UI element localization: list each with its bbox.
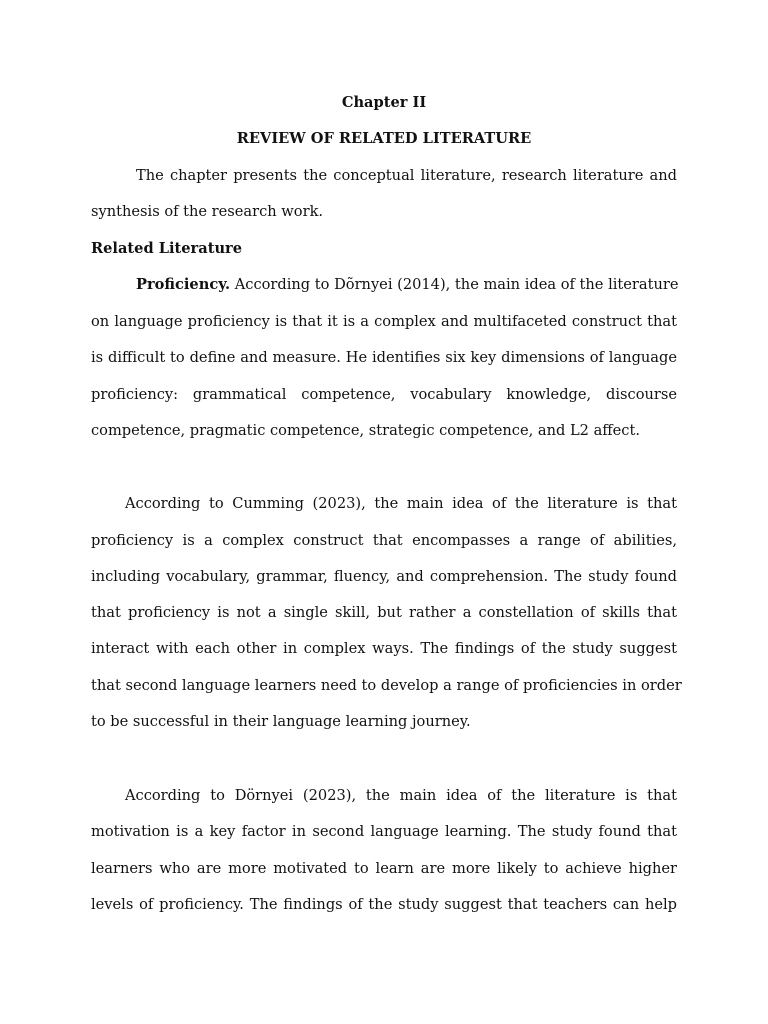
proficiency-line-1-text: According to Dõrnyei (2014), the main idea of the literature [234, 276, 679, 293]
cumming-line-5: interact with each other in complex ways. The findings of the study suggest [91, 640, 677, 657]
cumming-line-3: including vocabulary, grammar, fluency, and comprehension. The study found [91, 568, 677, 585]
dornyei-line-2: motivation is a key factor in second language learning. The study found that [91, 823, 677, 840]
dornyei-line-4: levels of proficiency. The findings of the study suggest that teachers can help [91, 896, 677, 913]
proficiency-line-3: is difficult to define and measure. He identifies six key dimensions of language [91, 349, 677, 366]
proficiency-line-5: competence, pragmatic competence, strategic competence, and L2 affect. [91, 422, 640, 439]
intro-line-1: The chapter presents the conceptual literature, research literature and [136, 167, 677, 184]
proficiency-line-4: proficiency: grammatical competence, vocabulary knowledge, discourse [91, 386, 677, 403]
proficiency-line-2: on language proficiency is that it is a complex and multifaceted construct that [91, 313, 677, 330]
proficiency-line-1 [91, 275, 677, 295]
dornyei-line-1: According to Dörnyei (2023), the main idea of the literature is that [125, 787, 677, 804]
cumming-line-4: that proficiency is not a single skill, but rather a constellation of skills that [91, 604, 677, 621]
cumming-line-7: to be successful in their language learning journey. [91, 713, 471, 730]
chapter-number: Chapter II [341, 94, 427, 111]
chapter-title: REVIEW OF RELATED LITERATURE [236, 130, 532, 147]
intro-line-2: synthesis of the research work. [91, 203, 324, 220]
cumming-line-6: that second language learners need to develop a range of proficiencies in order [91, 677, 682, 694]
cumming-line-1: According to Cumming (2023), the main idea of the literature is that [125, 495, 677, 512]
section-heading: Related Literature [91, 240, 243, 257]
cumming-line-2: proficiency is a complex construct that encompasses a range of abilities, [91, 532, 677, 549]
dornyei-line-3: learners who are more motivated to learn are more likely to achieve higher [91, 860, 677, 877]
proficiency-heading: Proficiency. [136, 276, 231, 293]
